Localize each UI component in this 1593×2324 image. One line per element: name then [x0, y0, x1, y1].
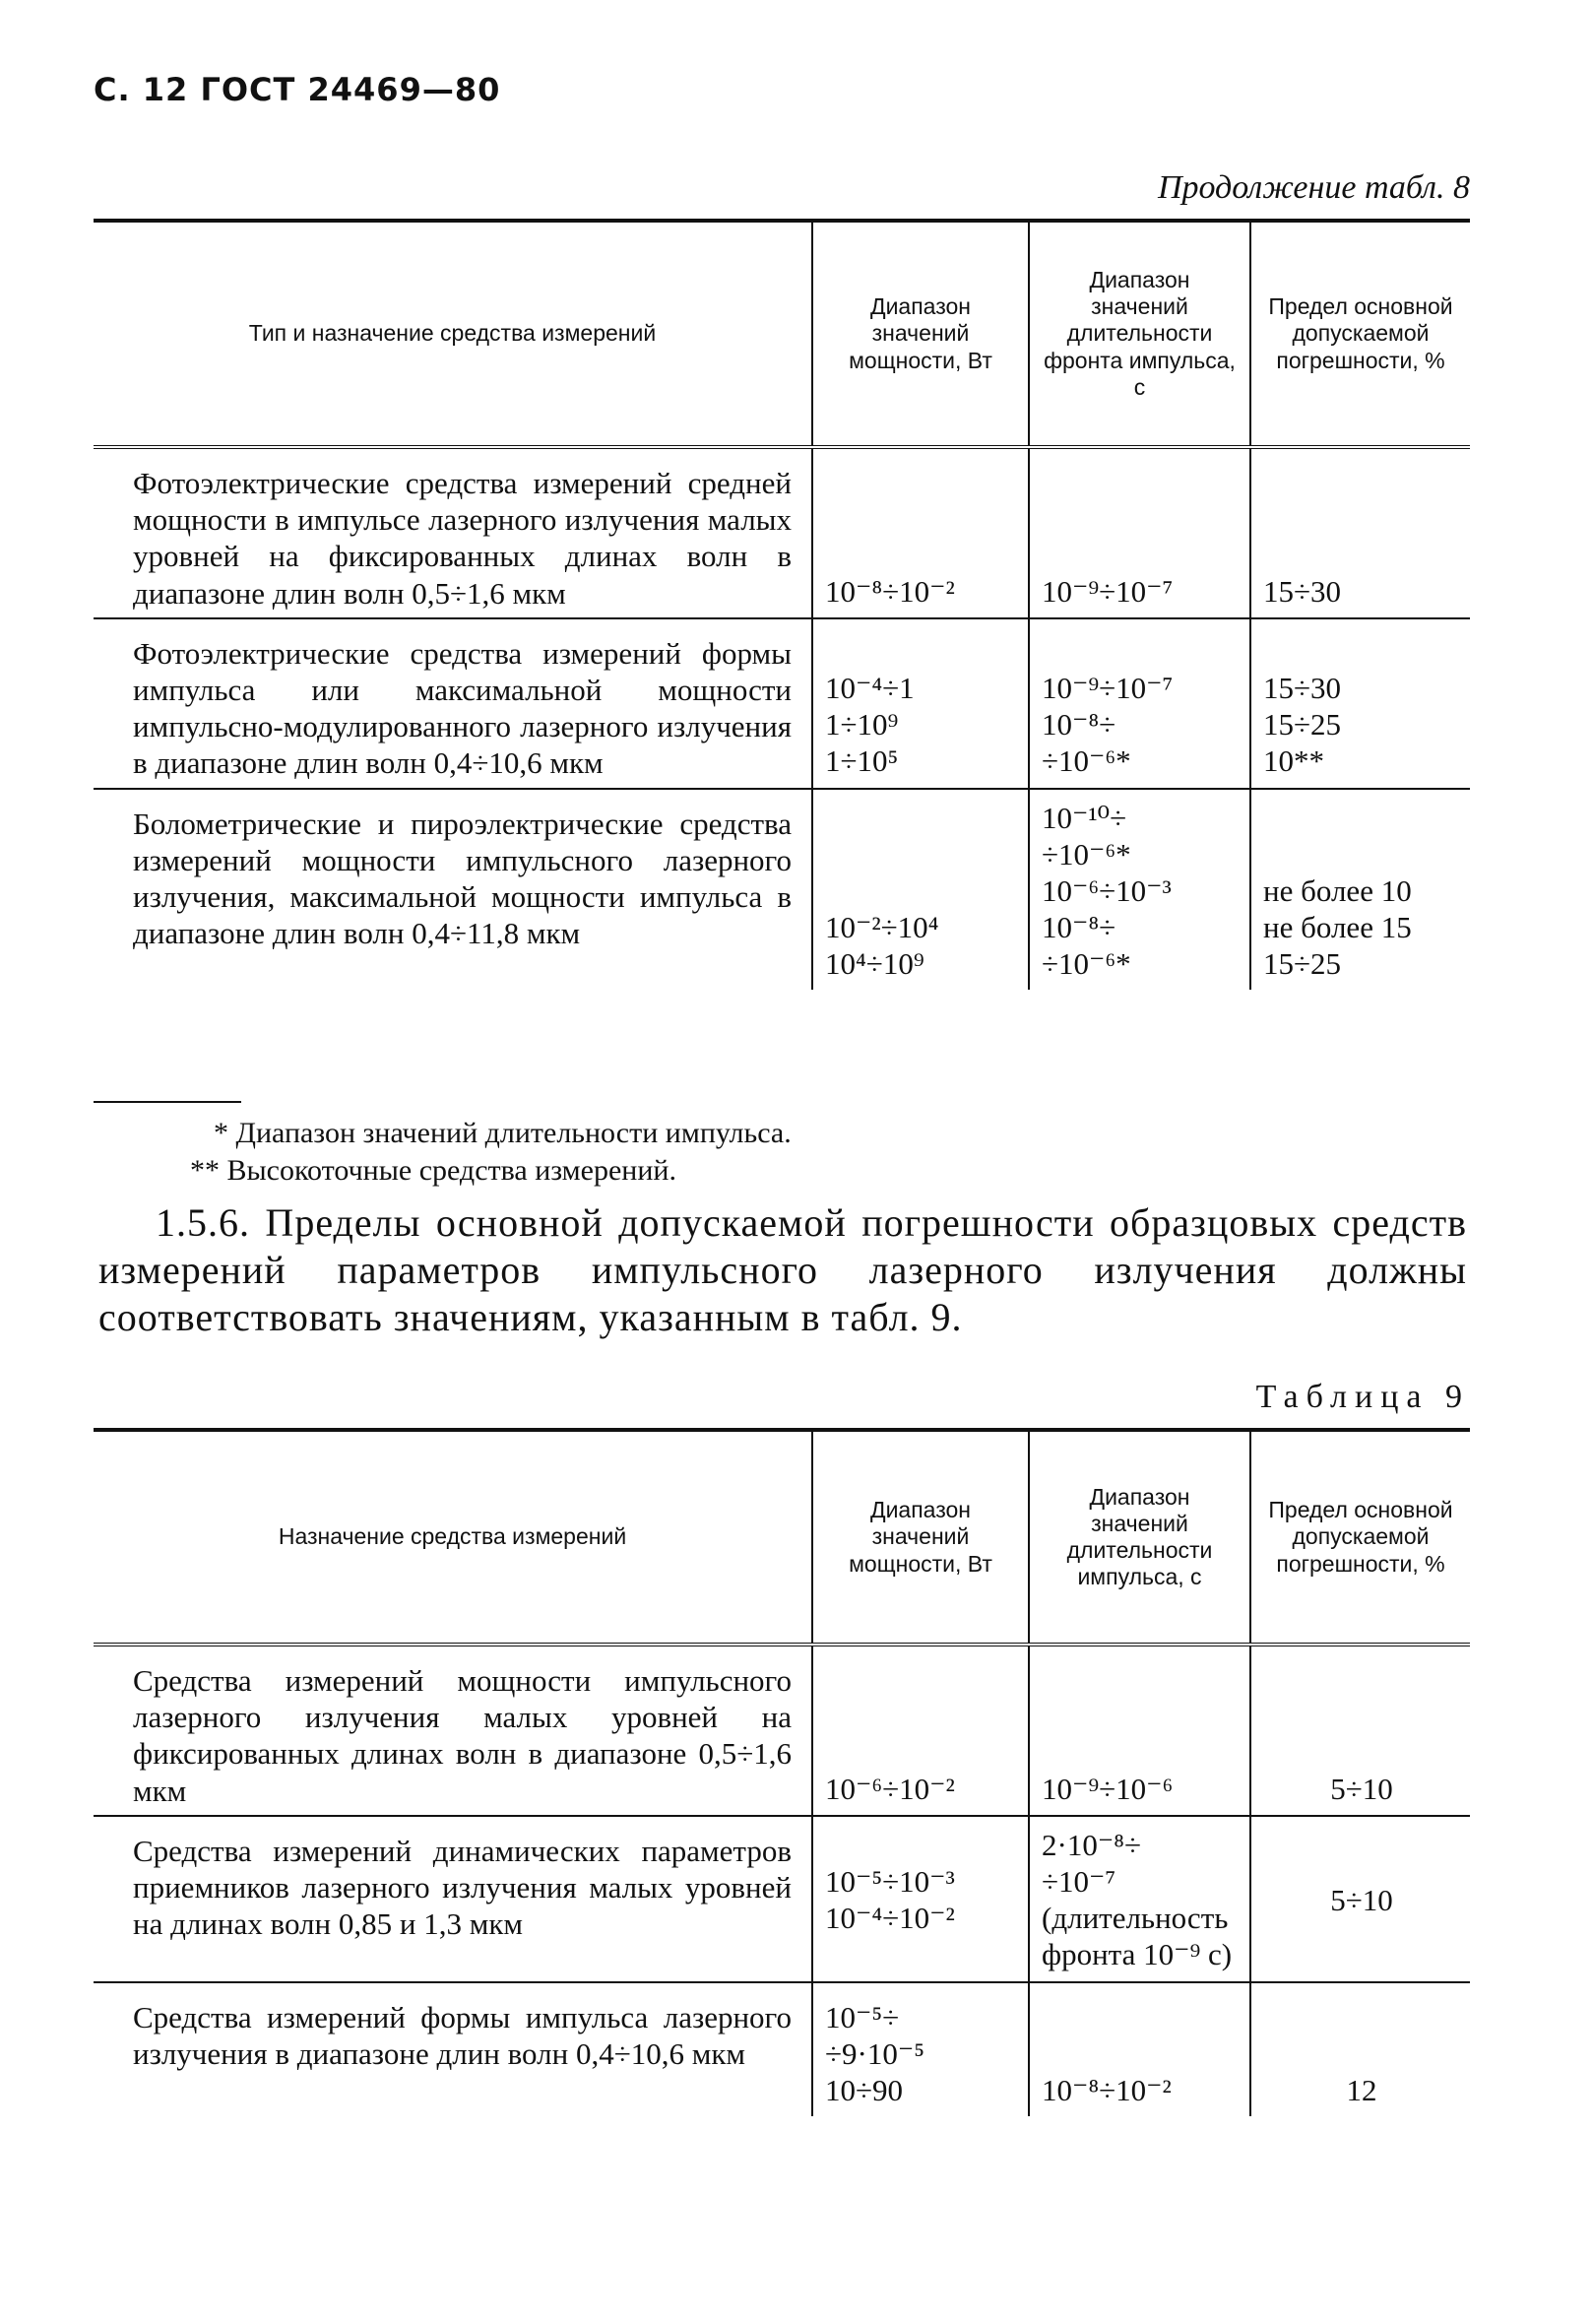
row-error [1250, 618, 1470, 789]
error-value: не более 10 не более 15 15÷25 [1263, 872, 1412, 982]
row-error [1250, 447, 1470, 618]
row-description: Средства измерений мощности импульсного лазерного излучения малых уровней на фиксированных длинах волн в диапазоне 0,5÷1,6 мкм [94, 1645, 812, 1816]
header-duration-range: Диапазон значений длительности импульса, с [1029, 1430, 1250, 1645]
row-power [812, 1816, 1029, 1982]
duration-value: 10⁻⁹÷10⁻⁷ 10⁻⁸÷ ÷10⁻⁶* [1042, 670, 1174, 779]
duration-value: 2·10⁻⁸÷ ÷10⁻⁷ (длительность фронта 10⁻⁹ с) [1042, 1827, 1233, 1972]
row-power [812, 1982, 1029, 2117]
header-front-duration-range: Диапазон значений длительности фронта импульса, с [1029, 221, 1250, 447]
power-value: 10⁻⁴÷1 1÷10⁹ 1÷10⁵ [825, 670, 915, 779]
row-power [812, 1645, 1029, 1816]
row-error [1250, 789, 1470, 991]
error-value: 12 [1346, 2072, 1377, 2107]
row-description: Болометрические и пироэлектрические средства измерений мощности импульсного лазерного излучения, максимальной мощности импульса в диапазоне длин волн 0,4÷11,8 мкм [133, 806, 792, 951]
row-error [1250, 1982, 1470, 2117]
page-header: С. 12 ГОСТ 24469—80 [94, 71, 501, 108]
table-row [94, 789, 1470, 991]
error-value: 5÷10 [1330, 1882, 1393, 1917]
header-error-limit: Предел основной допускаемой погрешности, % [1250, 221, 1470, 447]
row-duration [1029, 447, 1250, 618]
table-row [94, 447, 1470, 618]
footnotes [94, 1101, 1078, 1189]
duration-value: 10⁻¹⁰÷ ÷10⁻⁶* 10⁻⁶÷10⁻³ 10⁻⁸÷ ÷10⁻⁶* [1042, 800, 1172, 982]
power-value: 10⁻⁶÷10⁻² [825, 1771, 955, 1806]
row-power [812, 789, 1029, 991]
power-value: 10⁻⁸÷10⁻² [825, 573, 955, 609]
row-duration [1029, 618, 1250, 789]
row-error [1250, 1645, 1470, 1816]
header-power-range: Диапазон значений мощности, Вт [812, 221, 1029, 447]
table9-caption: Таблица 9 [1255, 1379, 1470, 1415]
table8-caption: Продолжение табл. 8 [1157, 169, 1470, 206]
footnote-pulse-duration: * Диапазон значений длительности импульса. [214, 1117, 792, 1149]
row-description: Средства измерений динамических параметров приемников лазерного излучения малых уровней на длинах волн 0,85 и 1,3 мкм [94, 1816, 812, 1982]
row-duration [1029, 1816, 1250, 1982]
row-error [1250, 1816, 1470, 1982]
power-value: 10⁻²÷10⁴ 10⁴÷10⁹ [825, 910, 939, 982]
footnote-rule [94, 1101, 241, 1103]
duration-value: 10⁻⁸÷10⁻² [1042, 2072, 1172, 2107]
power-value: 10⁻⁵÷10⁻³ 10⁻⁴÷10⁻² [825, 1863, 955, 1936]
paragraph-1-5-6: 1.5.6. Пределы основной допускаемой погрешности образцовых средств измерений параметров импульсного лазерного излучения должны соответствовать значениям, указанным в табл. 9. [98, 1200, 1467, 1339]
header-error-limit: Предел основной допускаемой погрешности, % [1250, 1430, 1470, 1645]
power-value: 10⁻⁵÷ ÷9·10⁻⁵ 10÷90 [825, 1999, 925, 2107]
row-duration [1029, 789, 1250, 991]
header-power-range: Диапазон значений мощности, Вт [812, 1430, 1029, 1645]
table-9 [94, 1428, 1470, 2116]
header-purpose: Назначение средства измерений [94, 1430, 812, 1645]
table-row [94, 618, 1470, 789]
row-duration [1029, 1645, 1250, 1816]
row-duration [1029, 1982, 1250, 2117]
row-description: Фотоэлектрические средства измерений средней мощности в импульсе лазерного излучения малых уровней на фиксированных длинах волн в диапазоне длин волн 0,5÷1,6 мкм [94, 447, 812, 618]
table-row [94, 1982, 1470, 2117]
error-value: 5÷10 [1330, 1771, 1393, 1806]
duration-value: 10⁻⁹÷10⁻⁶ [1042, 1771, 1174, 1806]
table-8 [94, 219, 1470, 990]
row-power [812, 618, 1029, 789]
error-value: 15÷30 [1263, 573, 1342, 609]
row-description: Фотоэлектрические средства измерений формы импульса или максимальной мощности импульсно-модулированного лазерного излучения в диапазоне длин волн 0,4÷10,6 мкм [94, 618, 812, 789]
header-type-purpose: Тип и назначение средства измерений [94, 221, 812, 447]
row-description: Средства измерений формы импульса лазерного излучения в диапазоне длин волн 0,4÷10,6 мкм [133, 1999, 792, 2071]
table-row [94, 1816, 1470, 1982]
table-header-row [94, 221, 1470, 447]
table-header-row [94, 1430, 1470, 1645]
footnote-high-precision: ** Высокоточные средства измерений. [190, 1153, 676, 1187]
duration-value: 10⁻⁹÷10⁻⁷ [1042, 573, 1174, 609]
table-row [94, 1645, 1470, 1816]
error-value: 15÷30 15÷25 10** [1263, 670, 1342, 779]
row-power [812, 447, 1029, 618]
